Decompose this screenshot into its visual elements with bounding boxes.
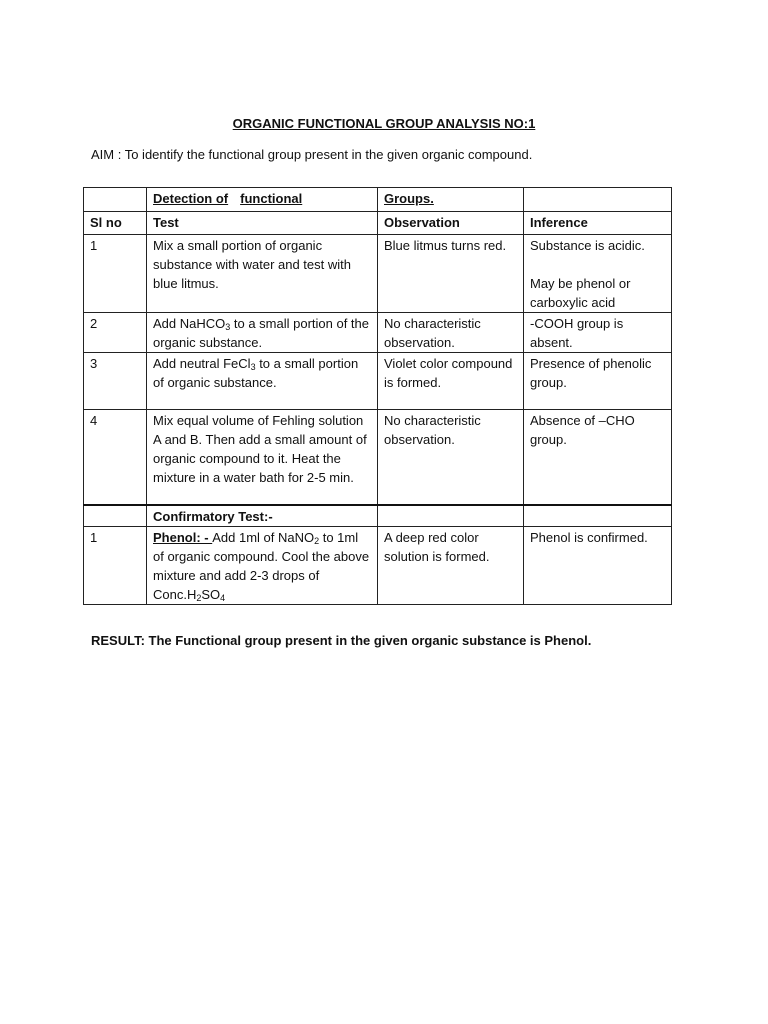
column-header-test: Test — [147, 212, 378, 235]
subscript: 3 — [225, 322, 231, 332]
cell-inference: -COOH group is absent. — [524, 313, 672, 353]
cell-inference: Phenol is confirmed. — [524, 527, 672, 605]
aim-text: AIM : To identify the functional group present in the given organic compound. — [91, 147, 533, 162]
cell-observation: No characteristic observation. — [378, 313, 524, 353]
subscript: 2 — [314, 536, 320, 546]
test-text: Add NaHCO — [153, 316, 226, 331]
cell-inference: Absence of –CHO group. — [524, 410, 672, 506]
subscript: 4 — [220, 593, 226, 603]
inference-line-1: Substance is acidic. — [530, 238, 645, 253]
cell-test — [147, 313, 378, 353]
table-row — [84, 527, 672, 605]
cell-test: Mix a small portion of organic substance with water and test with blue litmus. — [147, 235, 378, 313]
column-header-slno: Sl no — [84, 212, 147, 235]
cell-empty — [524, 505, 672, 527]
header-cell-empty — [524, 188, 672, 212]
subscript: 3 — [250, 362, 256, 372]
cell-test: Mix equal volume of Fehling solution A and B. Then add a small amount of organic compound to it. Heat the mixture in a water bath for 2-5 min. — [147, 410, 378, 506]
analysis-table — [83, 187, 672, 605]
inference-line-2: May be phenol or carboxylic acid — [530, 276, 631, 310]
table-row — [84, 410, 672, 506]
cell-inference: Presence of phenolic group. — [524, 353, 672, 410]
test-text: to 1ml of organic compound. Cool the above mixture and add 2-3 drops of Conc.H — [153, 530, 370, 602]
table-row — [84, 353, 672, 410]
phenol-label: Phenol: - — [153, 530, 213, 545]
result-text: RESULT: The Functional group present in the given organic substance is Phenol. — [91, 633, 592, 648]
header-detection-text — [153, 191, 302, 206]
cell-test — [147, 353, 378, 410]
cell-observation: A deep red color solution is formed. — [378, 527, 524, 605]
table-row — [84, 235, 672, 313]
cell-empty — [378, 505, 524, 527]
cell-slno: 1 — [84, 527, 147, 605]
column-header-row — [84, 212, 672, 235]
cell-observation: Violet color compound is formed. — [378, 353, 524, 410]
table-row — [84, 313, 672, 353]
test-text: Add neutral FeCl — [153, 356, 251, 371]
header-functional-label: functional — [240, 191, 303, 206]
confirmatory-header-row — [84, 505, 672, 527]
cell-slno: 3 — [84, 353, 147, 410]
cell-empty — [84, 505, 147, 527]
cell-slno: 1 — [84, 235, 147, 313]
header-cell-detection — [147, 188, 378, 212]
subscript: 2 — [196, 593, 202, 603]
cell-slno: 2 — [84, 313, 147, 353]
page-title: ORGANIC FUNCTIONAL GROUP ANALYSIS NO:1 — [232, 116, 536, 131]
test-text: Add 1ml of NaNO — [212, 530, 315, 545]
test-text: SO — [201, 587, 221, 602]
table-header-row — [84, 188, 672, 212]
header-detection-label: Detection of — [153, 191, 229, 206]
column-header-inference: Inference — [524, 212, 672, 235]
cell-test — [147, 527, 378, 605]
test-text: to a small portion of organic substance. — [153, 356, 359, 390]
header-groups-label: Groups. — [384, 191, 434, 206]
column-header-observation: Observation — [378, 212, 524, 235]
test-text: to a small portion of the organic substance. — [153, 316, 370, 350]
cell-observation: Blue litmus turns red. — [378, 235, 524, 313]
cell-slno: 4 — [84, 410, 147, 506]
header-cell-groups — [378, 188, 524, 212]
cell-observation: No characteristic observation. — [378, 410, 524, 506]
header-cell-empty — [84, 188, 147, 212]
confirmatory-label: Confirmatory Test:- — [147, 505, 378, 527]
cell-inference — [524, 235, 672, 313]
